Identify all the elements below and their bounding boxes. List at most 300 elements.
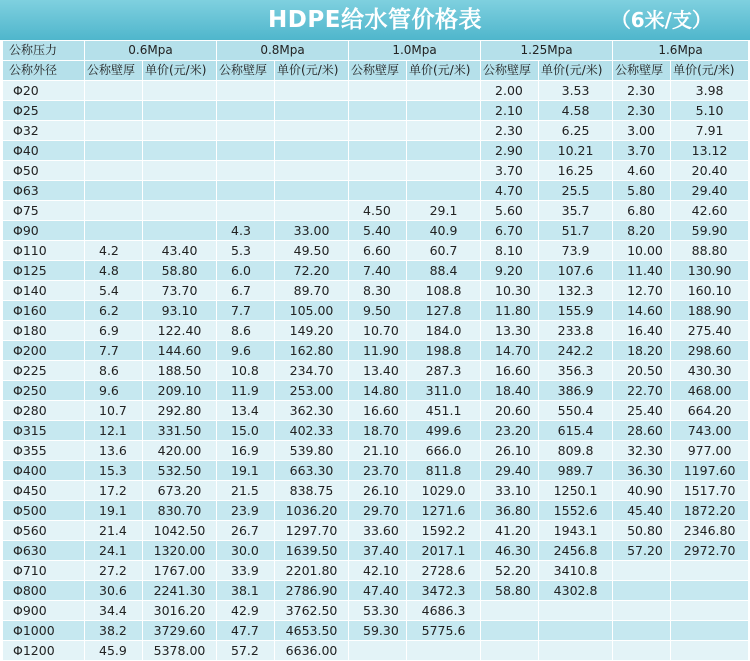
unit-price-cell: 93.10	[143, 301, 217, 321]
wall-thickness-cell: 8.6	[85, 361, 143, 381]
price-header: 单价(元/米)	[671, 61, 749, 81]
unit-price-cell: 209.10	[143, 381, 217, 401]
unit-price-cell: 3762.50	[275, 601, 349, 621]
unit-price-cell	[671, 601, 749, 621]
wall-thickness-cell	[613, 621, 671, 641]
wall-thickness-cell: 12.70	[613, 281, 671, 301]
wall-thickness-cell: 2.30	[613, 101, 671, 121]
unit-price-cell: 2972.70	[671, 541, 749, 561]
wall-thickness-cell: 45.40	[613, 501, 671, 521]
wall-thickness-cell: 18.70	[349, 421, 407, 441]
wall-thickness-cell	[217, 161, 275, 181]
wall-header: 公称壁厚	[481, 61, 539, 81]
diameter-cell: Φ900	[3, 601, 85, 621]
wall-thickness-cell: 42.9	[217, 601, 275, 621]
unit-price-cell	[407, 141, 481, 161]
unit-price-cell: 1767.00	[143, 561, 217, 581]
unit-price-cell	[275, 141, 349, 161]
unit-price-cell: 2201.80	[275, 561, 349, 581]
diameter-cell: Φ560	[3, 521, 85, 541]
unit-price-cell: 4.58	[539, 101, 613, 121]
wall-thickness-cell: 2.00	[481, 81, 539, 101]
wall-thickness-cell: 10.7	[85, 401, 143, 421]
wall-thickness-cell: 16.9	[217, 441, 275, 461]
pressure-0.8: 0.8Mpa	[217, 41, 349, 61]
wall-thickness-cell	[85, 121, 143, 141]
wall-thickness-cell	[217, 201, 275, 221]
unit-price-cell: 127.8	[407, 301, 481, 321]
unit-price-cell: 29.40	[671, 181, 749, 201]
wall-thickness-cell	[85, 141, 143, 161]
unit-price-cell	[143, 161, 217, 181]
diameter-cell: Φ160	[3, 301, 85, 321]
unit-price-cell: 1639.50	[275, 541, 349, 561]
table-row	[3, 361, 749, 381]
unit-price-cell: 2241.30	[143, 581, 217, 601]
unit-price-cell: 362.30	[275, 401, 349, 421]
table-row	[3, 81, 749, 101]
unit-price-cell: 275.40	[671, 321, 749, 341]
unit-price-cell: 242.2	[539, 341, 613, 361]
unit-price-cell: 59.90	[671, 221, 749, 241]
diameter-cell: Φ32	[3, 121, 85, 141]
unit-price-cell: 331.50	[143, 421, 217, 441]
page-title: HDPE给水管价格表	[268, 7, 482, 33]
unit-price-cell: 184.0	[407, 321, 481, 341]
unit-price-cell	[539, 601, 613, 621]
unit-price-cell	[275, 101, 349, 121]
unit-price-cell: 311.0	[407, 381, 481, 401]
wall-thickness-cell: 23.9	[217, 501, 275, 521]
wall-thickness-cell: 59.30	[349, 621, 407, 641]
wall-thickness-cell: 57.2	[217, 641, 275, 661]
table-row	[3, 121, 749, 141]
wall-thickness-cell: 9.6	[85, 381, 143, 401]
wall-header: 公称壁厚	[85, 61, 143, 81]
unit-price-cell: 160.10	[671, 281, 749, 301]
wall-thickness-cell: 4.8	[85, 261, 143, 281]
unit-price-cell: 430.30	[671, 361, 749, 381]
wall-thickness-cell: 33.60	[349, 521, 407, 541]
unit-label: （6米/支）	[610, 8, 712, 32]
unit-price-cell	[143, 201, 217, 221]
unit-price-cell: 287.3	[407, 361, 481, 381]
wall-thickness-cell: 46.30	[481, 541, 539, 561]
wall-thickness-cell: 6.70	[481, 221, 539, 241]
wall-thickness-cell: 13.4	[217, 401, 275, 421]
unit-price-cell: 51.7	[539, 221, 613, 241]
diameter-cell: Φ180	[3, 321, 85, 341]
unit-price-cell: 3.53	[539, 81, 613, 101]
wall-thickness-cell	[217, 141, 275, 161]
unit-price-cell: 49.50	[275, 241, 349, 261]
table-row	[3, 421, 749, 441]
unit-price-cell	[275, 161, 349, 181]
diameter-cell: Φ400	[3, 461, 85, 481]
wall-thickness-cell: 4.70	[481, 181, 539, 201]
unit-price-cell	[275, 121, 349, 141]
wall-thickness-cell: 16.40	[613, 321, 671, 341]
wall-thickness-cell: 10.70	[349, 321, 407, 341]
wall-thickness-cell	[613, 601, 671, 621]
unit-price-cell	[143, 221, 217, 241]
pressure-0.6: 0.6Mpa	[85, 41, 217, 61]
unit-price-cell: 3.98	[671, 81, 749, 101]
table-row	[3, 301, 749, 321]
unit-price-cell: 89.70	[275, 281, 349, 301]
wall-thickness-cell: 32.30	[613, 441, 671, 461]
unit-price-cell: 499.6	[407, 421, 481, 441]
wall-thickness-cell	[349, 181, 407, 201]
wall-thickness-cell: 11.40	[613, 261, 671, 281]
unit-price-cell: 402.33	[275, 421, 349, 441]
wall-thickness-cell: 11.9	[217, 381, 275, 401]
wall-thickness-cell: 4.50	[349, 201, 407, 221]
unit-price-cell: 188.50	[143, 361, 217, 381]
unit-price-cell	[143, 101, 217, 121]
unit-price-cell: 532.50	[143, 461, 217, 481]
unit-price-cell: 1320.00	[143, 541, 217, 561]
wall-thickness-cell: 53.30	[349, 601, 407, 621]
wall-thickness-cell: 14.80	[349, 381, 407, 401]
unit-price-cell: 130.90	[671, 261, 749, 281]
diameter-cell: Φ250	[3, 381, 85, 401]
wall-thickness-cell: 37.40	[349, 541, 407, 561]
wall-thickness-cell: 10.00	[613, 241, 671, 261]
wall-thickness-cell	[217, 101, 275, 121]
unit-price-cell	[539, 621, 613, 641]
unit-price-cell: 673.20	[143, 481, 217, 501]
unit-price-cell	[275, 201, 349, 221]
wall-header: 公称壁厚	[217, 61, 275, 81]
price-header: 单价(元/米)	[143, 61, 217, 81]
wall-thickness-cell	[349, 161, 407, 181]
table-row	[3, 501, 749, 521]
wall-thickness-cell: 22.70	[613, 381, 671, 401]
unit-price-cell: 253.00	[275, 381, 349, 401]
table-row	[3, 621, 749, 641]
unit-price-cell	[143, 81, 217, 101]
wall-thickness-cell: 5.60	[481, 201, 539, 221]
wall-thickness-cell: 33.9	[217, 561, 275, 581]
wall-thickness-cell	[85, 161, 143, 181]
unit-price-cell	[407, 81, 481, 101]
unit-price-cell: 977.00	[671, 441, 749, 461]
diameter-cell: Φ200	[3, 341, 85, 361]
unit-price-cell: 29.1	[407, 201, 481, 221]
diameter-cell: Φ20	[3, 81, 85, 101]
unit-price-cell: 1297.70	[275, 521, 349, 541]
wall-thickness-cell	[85, 181, 143, 201]
title-banner	[0, 0, 750, 40]
unit-price-cell: 88.4	[407, 261, 481, 281]
unit-price-cell: 6.25	[539, 121, 613, 141]
unit-price-cell: 4686.3	[407, 601, 481, 621]
unit-price-cell: 1271.6	[407, 501, 481, 521]
table-row	[3, 381, 749, 401]
unit-price-cell	[143, 121, 217, 141]
unit-price-cell: 2017.1	[407, 541, 481, 561]
unit-price-cell: 33.00	[275, 221, 349, 241]
unit-price-cell: 615.4	[539, 421, 613, 441]
unit-price-cell: 2786.90	[275, 581, 349, 601]
wall-thickness-cell: 38.1	[217, 581, 275, 601]
wall-thickness-cell	[349, 81, 407, 101]
unit-price-cell: 1552.6	[539, 501, 613, 521]
table-row	[3, 441, 749, 461]
wall-thickness-cell: 50.80	[613, 521, 671, 541]
unit-price-cell: 356.3	[539, 361, 613, 381]
wall-thickness-cell	[85, 81, 143, 101]
wall-thickness-cell: 7.7	[217, 301, 275, 321]
table-row	[3, 321, 749, 341]
wall-thickness-cell: 18.20	[613, 341, 671, 361]
wall-thickness-cell: 23.20	[481, 421, 539, 441]
table-row	[3, 161, 749, 181]
wall-thickness-cell: 3.00	[613, 121, 671, 141]
wall-thickness-cell: 2.10	[481, 101, 539, 121]
wall-thickness-cell	[217, 81, 275, 101]
wall-thickness-cell: 13.40	[349, 361, 407, 381]
wall-thickness-cell: 12.1	[85, 421, 143, 441]
unit-price-cell: 1042.50	[143, 521, 217, 541]
wall-thickness-cell: 26.7	[217, 521, 275, 541]
unit-price-cell	[143, 141, 217, 161]
wall-thickness-cell: 16.60	[349, 401, 407, 421]
unit-price-cell: 809.8	[539, 441, 613, 461]
unit-price-cell: 1592.2	[407, 521, 481, 541]
wall-thickness-cell: 16.60	[481, 361, 539, 381]
table-body	[3, 81, 749, 661]
unit-price-cell: 234.70	[275, 361, 349, 381]
wall-thickness-cell: 18.40	[481, 381, 539, 401]
unit-price-cell: 298.60	[671, 341, 749, 361]
unit-price-cell: 830.70	[143, 501, 217, 521]
wall-thickness-cell: 3.70	[613, 141, 671, 161]
pressure-label: 公称压力	[3, 41, 85, 61]
wall-thickness-cell	[217, 121, 275, 141]
unit-price-cell: 42.60	[671, 201, 749, 221]
table-row	[3, 601, 749, 621]
wall-thickness-cell: 15.3	[85, 461, 143, 481]
wall-thickness-cell: 5.40	[349, 221, 407, 241]
unit-price-cell: 149.20	[275, 321, 349, 341]
wall-thickness-cell	[217, 181, 275, 201]
wall-thickness-cell: 21.10	[349, 441, 407, 461]
unit-price-cell: 2346.80	[671, 521, 749, 541]
diameter-cell: Φ450	[3, 481, 85, 501]
table-row	[3, 581, 749, 601]
wall-thickness-cell: 8.6	[217, 321, 275, 341]
unit-price-cell: 1197.60	[671, 461, 749, 481]
unit-price-cell: 16.25	[539, 161, 613, 181]
wall-thickness-cell: 27.2	[85, 561, 143, 581]
wall-thickness-cell: 29.70	[349, 501, 407, 521]
unit-price-cell: 188.90	[671, 301, 749, 321]
price-header: 单价(元/米)	[539, 61, 613, 81]
unit-price-cell: 1872.20	[671, 501, 749, 521]
unit-price-cell: 20.40	[671, 161, 749, 181]
table-row	[3, 561, 749, 581]
pressure-header-row	[3, 41, 749, 61]
wall-thickness-cell: 57.20	[613, 541, 671, 561]
unit-price-cell: 107.6	[539, 261, 613, 281]
diameter-cell: Φ90	[3, 221, 85, 241]
table-row	[3, 101, 749, 121]
wall-thickness-cell: 14.70	[481, 341, 539, 361]
unit-price-cell: 144.60	[143, 341, 217, 361]
wall-thickness-cell: 13.6	[85, 441, 143, 461]
wall-thickness-cell: 34.4	[85, 601, 143, 621]
wall-thickness-cell: 36.30	[613, 461, 671, 481]
wall-thickness-cell: 30.6	[85, 581, 143, 601]
diameter-cell: Φ110	[3, 241, 85, 261]
diameter-cell: Φ63	[3, 181, 85, 201]
wall-thickness-cell	[613, 561, 671, 581]
pressure-1.6: 1.6Mpa	[613, 41, 749, 61]
diameter-cell: Φ500	[3, 501, 85, 521]
wall-thickness-cell: 26.10	[349, 481, 407, 501]
wall-thickness-cell: 58.80	[481, 581, 539, 601]
wall-thickness-cell: 7.40	[349, 261, 407, 281]
wall-thickness-cell: 41.20	[481, 521, 539, 541]
price-header: 单价(元/米)	[275, 61, 349, 81]
wall-thickness-cell: 9.6	[217, 341, 275, 361]
wall-thickness-cell: 47.40	[349, 581, 407, 601]
price-header: 单价(元/米)	[407, 61, 481, 81]
diameter-cell: Φ355	[3, 441, 85, 461]
unit-price-cell	[407, 101, 481, 121]
unit-price-cell: 88.80	[671, 241, 749, 261]
wall-thickness-cell: 3.70	[481, 161, 539, 181]
unit-price-cell: 105.00	[275, 301, 349, 321]
unit-price-cell: 155.9	[539, 301, 613, 321]
unit-price-cell	[671, 581, 749, 601]
unit-price-cell: 1517.70	[671, 481, 749, 501]
unit-price-cell: 4653.50	[275, 621, 349, 641]
unit-price-cell: 198.8	[407, 341, 481, 361]
wall-thickness-cell: 20.50	[613, 361, 671, 381]
unit-price-cell: 838.75	[275, 481, 349, 501]
diameter-cell: Φ225	[3, 361, 85, 381]
unit-price-cell: 3729.60	[143, 621, 217, 641]
unit-price-cell: 2456.8	[539, 541, 613, 561]
wall-thickness-cell: 6.80	[613, 201, 671, 221]
diameter-cell: Φ1000	[3, 621, 85, 641]
unit-price-cell	[671, 561, 749, 581]
table-row	[3, 221, 749, 241]
wall-thickness-cell: 36.80	[481, 501, 539, 521]
wall-thickness-cell: 8.30	[349, 281, 407, 301]
unit-price-cell: 35.7	[539, 201, 613, 221]
unit-price-cell: 3472.3	[407, 581, 481, 601]
wall-thickness-cell: 13.30	[481, 321, 539, 341]
diameter-cell: Φ710	[3, 561, 85, 581]
wall-thickness-cell: 20.60	[481, 401, 539, 421]
wall-thickness-cell	[481, 601, 539, 621]
wall-thickness-cell	[481, 621, 539, 641]
diameter-cell: Φ1200	[3, 641, 85, 661]
wall-thickness-cell: 8.20	[613, 221, 671, 241]
wall-thickness-cell: 5.80	[613, 181, 671, 201]
wall-thickness-cell: 6.7	[217, 281, 275, 301]
unit-price-cell: 1029.0	[407, 481, 481, 501]
wall-thickness-cell: 15.0	[217, 421, 275, 441]
wall-header: 公称壁厚	[613, 61, 671, 81]
wall-thickness-cell: 28.60	[613, 421, 671, 441]
table-row	[3, 521, 749, 541]
wall-thickness-cell: 45.9	[85, 641, 143, 661]
wall-thickness-cell: 17.2	[85, 481, 143, 501]
wall-thickness-cell: 29.40	[481, 461, 539, 481]
wall-thickness-cell: 11.80	[481, 301, 539, 321]
unit-price-cell: 743.00	[671, 421, 749, 441]
column-header-row	[3, 61, 749, 81]
unit-price-cell: 5775.6	[407, 621, 481, 641]
unit-price-cell: 666.0	[407, 441, 481, 461]
unit-price-cell: 989.7	[539, 461, 613, 481]
wall-thickness-cell: 30.0	[217, 541, 275, 561]
unit-price-cell	[275, 181, 349, 201]
table-row	[3, 241, 749, 261]
pressure-1.25: 1.25Mpa	[481, 41, 613, 61]
diameter-cell: Φ140	[3, 281, 85, 301]
wall-thickness-cell: 5.4	[85, 281, 143, 301]
table-row	[3, 281, 749, 301]
unit-price-cell: 13.12	[671, 141, 749, 161]
wall-thickness-cell	[349, 121, 407, 141]
wall-thickness-cell: 21.5	[217, 481, 275, 501]
wall-thickness-cell: 23.70	[349, 461, 407, 481]
table-row	[3, 141, 749, 161]
unit-price-cell	[275, 81, 349, 101]
unit-price-cell: 60.7	[407, 241, 481, 261]
unit-price-cell: 811.8	[407, 461, 481, 481]
unit-price-cell: 25.5	[539, 181, 613, 201]
diameter-cell: Φ75	[3, 201, 85, 221]
unit-price-cell: 3016.20	[143, 601, 217, 621]
unit-price-cell: 108.8	[407, 281, 481, 301]
table-row	[3, 341, 749, 361]
wall-thickness-cell: 6.60	[349, 241, 407, 261]
diameter-cell: Φ280	[3, 401, 85, 421]
unit-price-cell: 663.30	[275, 461, 349, 481]
wall-thickness-cell: 19.1	[217, 461, 275, 481]
unit-price-cell	[671, 621, 749, 641]
unit-price-cell	[407, 121, 481, 141]
wall-thickness-cell: 5.3	[217, 241, 275, 261]
wall-thickness-cell: 6.0	[217, 261, 275, 281]
wall-thickness-cell	[85, 221, 143, 241]
wall-thickness-cell: 33.10	[481, 481, 539, 501]
table-row	[3, 201, 749, 221]
wall-thickness-cell: 6.9	[85, 321, 143, 341]
wall-thickness-cell: 4.60	[613, 161, 671, 181]
wall-thickness-cell: 52.20	[481, 561, 539, 581]
unit-price-cell: 292.80	[143, 401, 217, 421]
wall-thickness-cell	[349, 141, 407, 161]
diameter-label: 公称外径	[3, 61, 85, 81]
wall-thickness-cell	[349, 101, 407, 121]
wall-header: 公称壁厚	[349, 61, 407, 81]
table-row	[3, 541, 749, 561]
unit-price-cell: 40.9	[407, 221, 481, 241]
wall-thickness-cell: 9.20	[481, 261, 539, 281]
unit-price-cell: 58.80	[143, 261, 217, 281]
table-row	[3, 261, 749, 281]
wall-thickness-cell: 11.90	[349, 341, 407, 361]
diameter-cell: Φ25	[3, 101, 85, 121]
